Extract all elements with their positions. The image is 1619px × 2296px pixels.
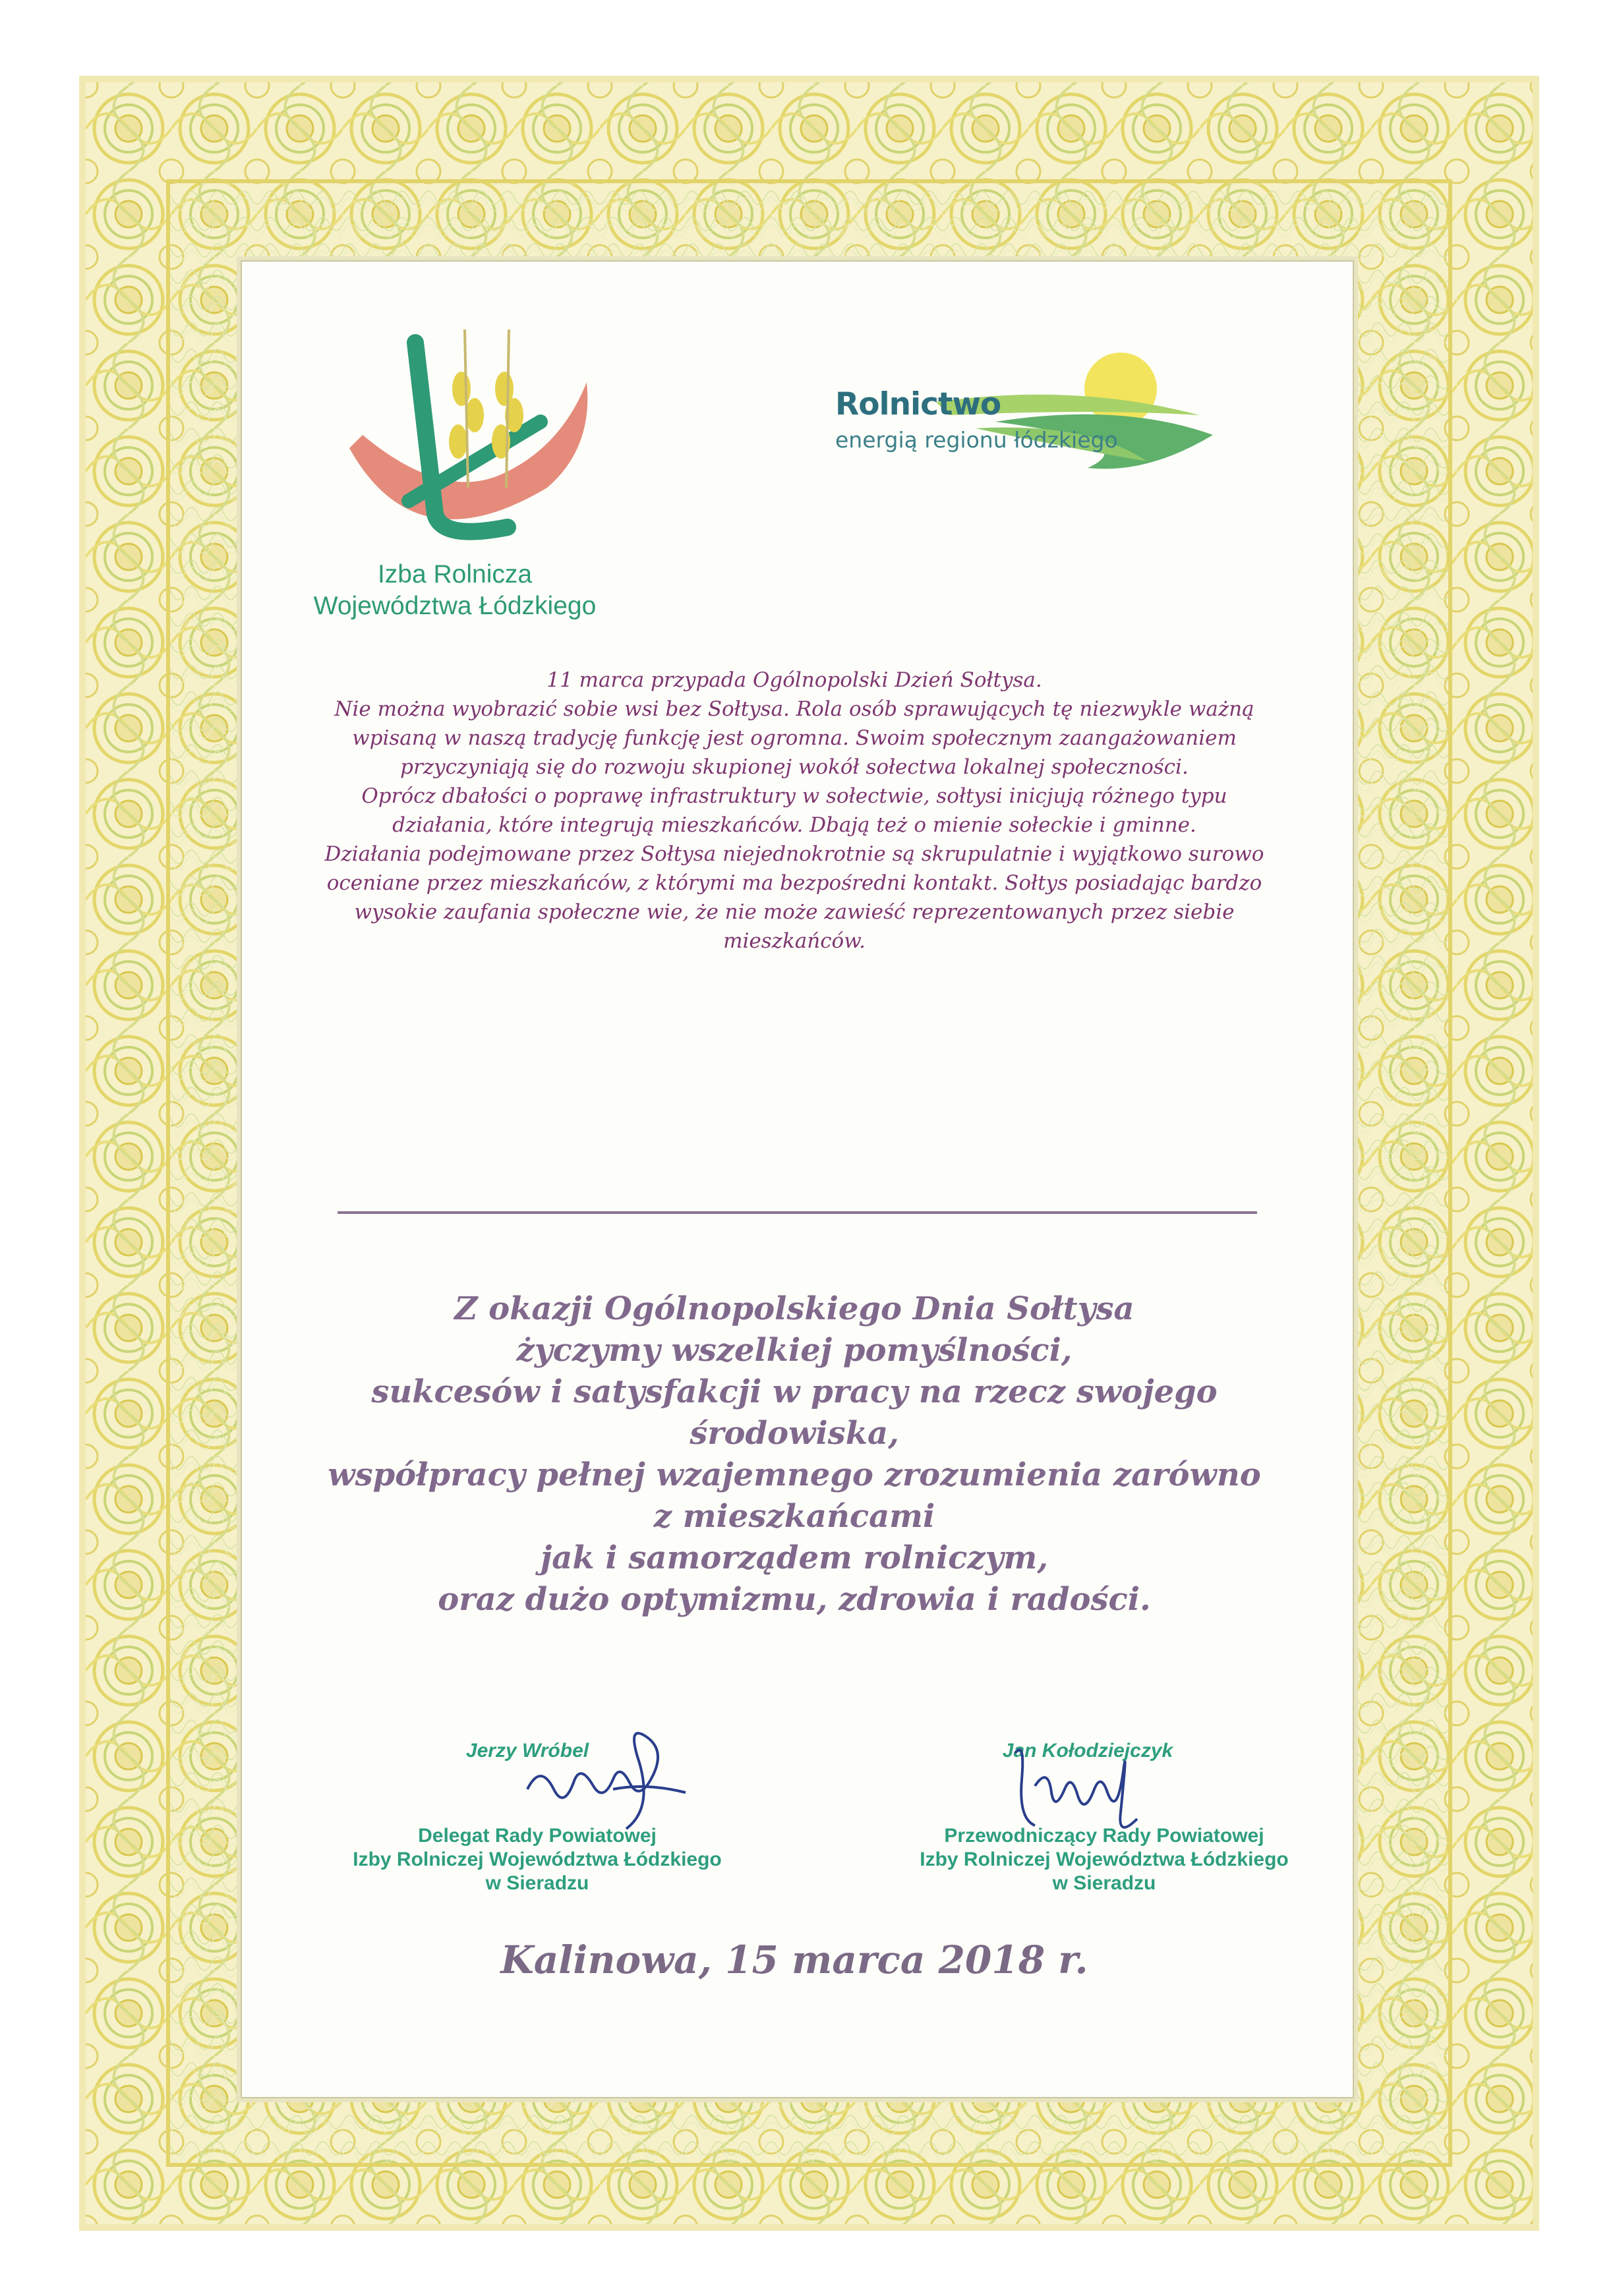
logo-left-line1: Izba Rolnicza — [377, 560, 533, 588]
signatory-right-title-line: w Sieradzu — [1052, 1872, 1156, 1894]
body-line: przyczyniają się do rozwoju skupionej wokół sołectwa lokalnej społeczności. — [400, 755, 1189, 779]
body-line: działania, które integrują mieszkańców. Dbają też o mienie sołeckie i gminne. — [392, 813, 1196, 837]
wish-line: jak i samorządem rolniczym, — [540, 1539, 1049, 1576]
wishes-block — [277, 1288, 1312, 1621]
body-line: Nie można wyobrazić sobie wsi bez Sołtysa. Rola osób sprawujących tę niezwykle ważną — [334, 697, 1254, 721]
body-line: wysokie zaufania społeczne wie, że nie może zawieść reprezentowanych przez siebie — [354, 900, 1235, 924]
divider-line — [338, 1211, 1257, 1214]
signatory-left-title — [264, 1824, 811, 1895]
body-paragraph — [316, 666, 1272, 956]
signatory-right-title — [831, 1824, 1378, 1895]
body-line: mieszkańców. — [723, 929, 866, 953]
signatory-right-title-line: Przewodniczący Rady Powiatowej — [944, 1825, 1264, 1847]
place-date: Kalinowa, 15 marca 2018 r. — [500, 1937, 1088, 1982]
body-line: Oprócz dbałości o poprawę infrastruktury w sołectwie, sołtysi inicjują różnego typu — [361, 784, 1227, 808]
signatory-left-title-line: w Sieradzu — [485, 1872, 589, 1894]
body-line: 11 marca przypada Ogólnopolski Dzień Sołtysa. — [546, 668, 1042, 692]
wish-line: oraz dużo optymizmu, zdrowia i radości. — [438, 1581, 1151, 1618]
body-line: Działania podejmowane przez Sołtysa niejednokrotnie są skrupulatnie i wyjątkowo surowo — [324, 842, 1264, 866]
body-line: oceniane przez mieszkańców, z którymi ma bezpośredni kontakt. Sołtys posiadając bardzo — [326, 871, 1262, 895]
wish-line: Z okazji Ogólnopolskiego Dnia Sołtysa — [454, 1290, 1134, 1327]
signatory-right-name: Jan Kołodziejczyk — [1002, 1740, 1173, 1762]
izba-rolnicza-logo-icon — [336, 316, 600, 554]
wish-line: sukcesów i satysfakcji w pracy na rzecz swojego — [371, 1373, 1218, 1410]
wish-line: życzymy wszelkiej pomyślności, — [516, 1332, 1073, 1369]
signatory-left-title-line: Izby Rolniczej Województwa Łódzkiego — [353, 1849, 722, 1870]
logo-right-title: Rolnictwo — [835, 386, 1001, 422]
wish-line: środowiska, — [690, 1415, 899, 1452]
signatory-left-title-line: Delegat Rady Powiatowej — [418, 1825, 657, 1847]
signatory-right-title-line: Izby Rolniczej Województwa Łódzkiego — [920, 1849, 1289, 1870]
signatory-left-name: Jerzy Wróbel — [465, 1740, 589, 1762]
logo-left-line2: Województwa Łódzkiego — [313, 592, 597, 620]
body-line: wpisaną w naszą tradycję funkcję jest ogromna. Swoim społecznym zaangażowaniem — [352, 726, 1237, 750]
logo-left-caption — [290, 559, 620, 622]
wish-line: z mieszkańcami — [653, 1498, 935, 1535]
logo-right-subtitle: energią regionu łódzkiego — [835, 427, 1118, 453]
wish-line: współpracy pełnej wzajemnego zrozumienia zarówno — [328, 1456, 1261, 1493]
